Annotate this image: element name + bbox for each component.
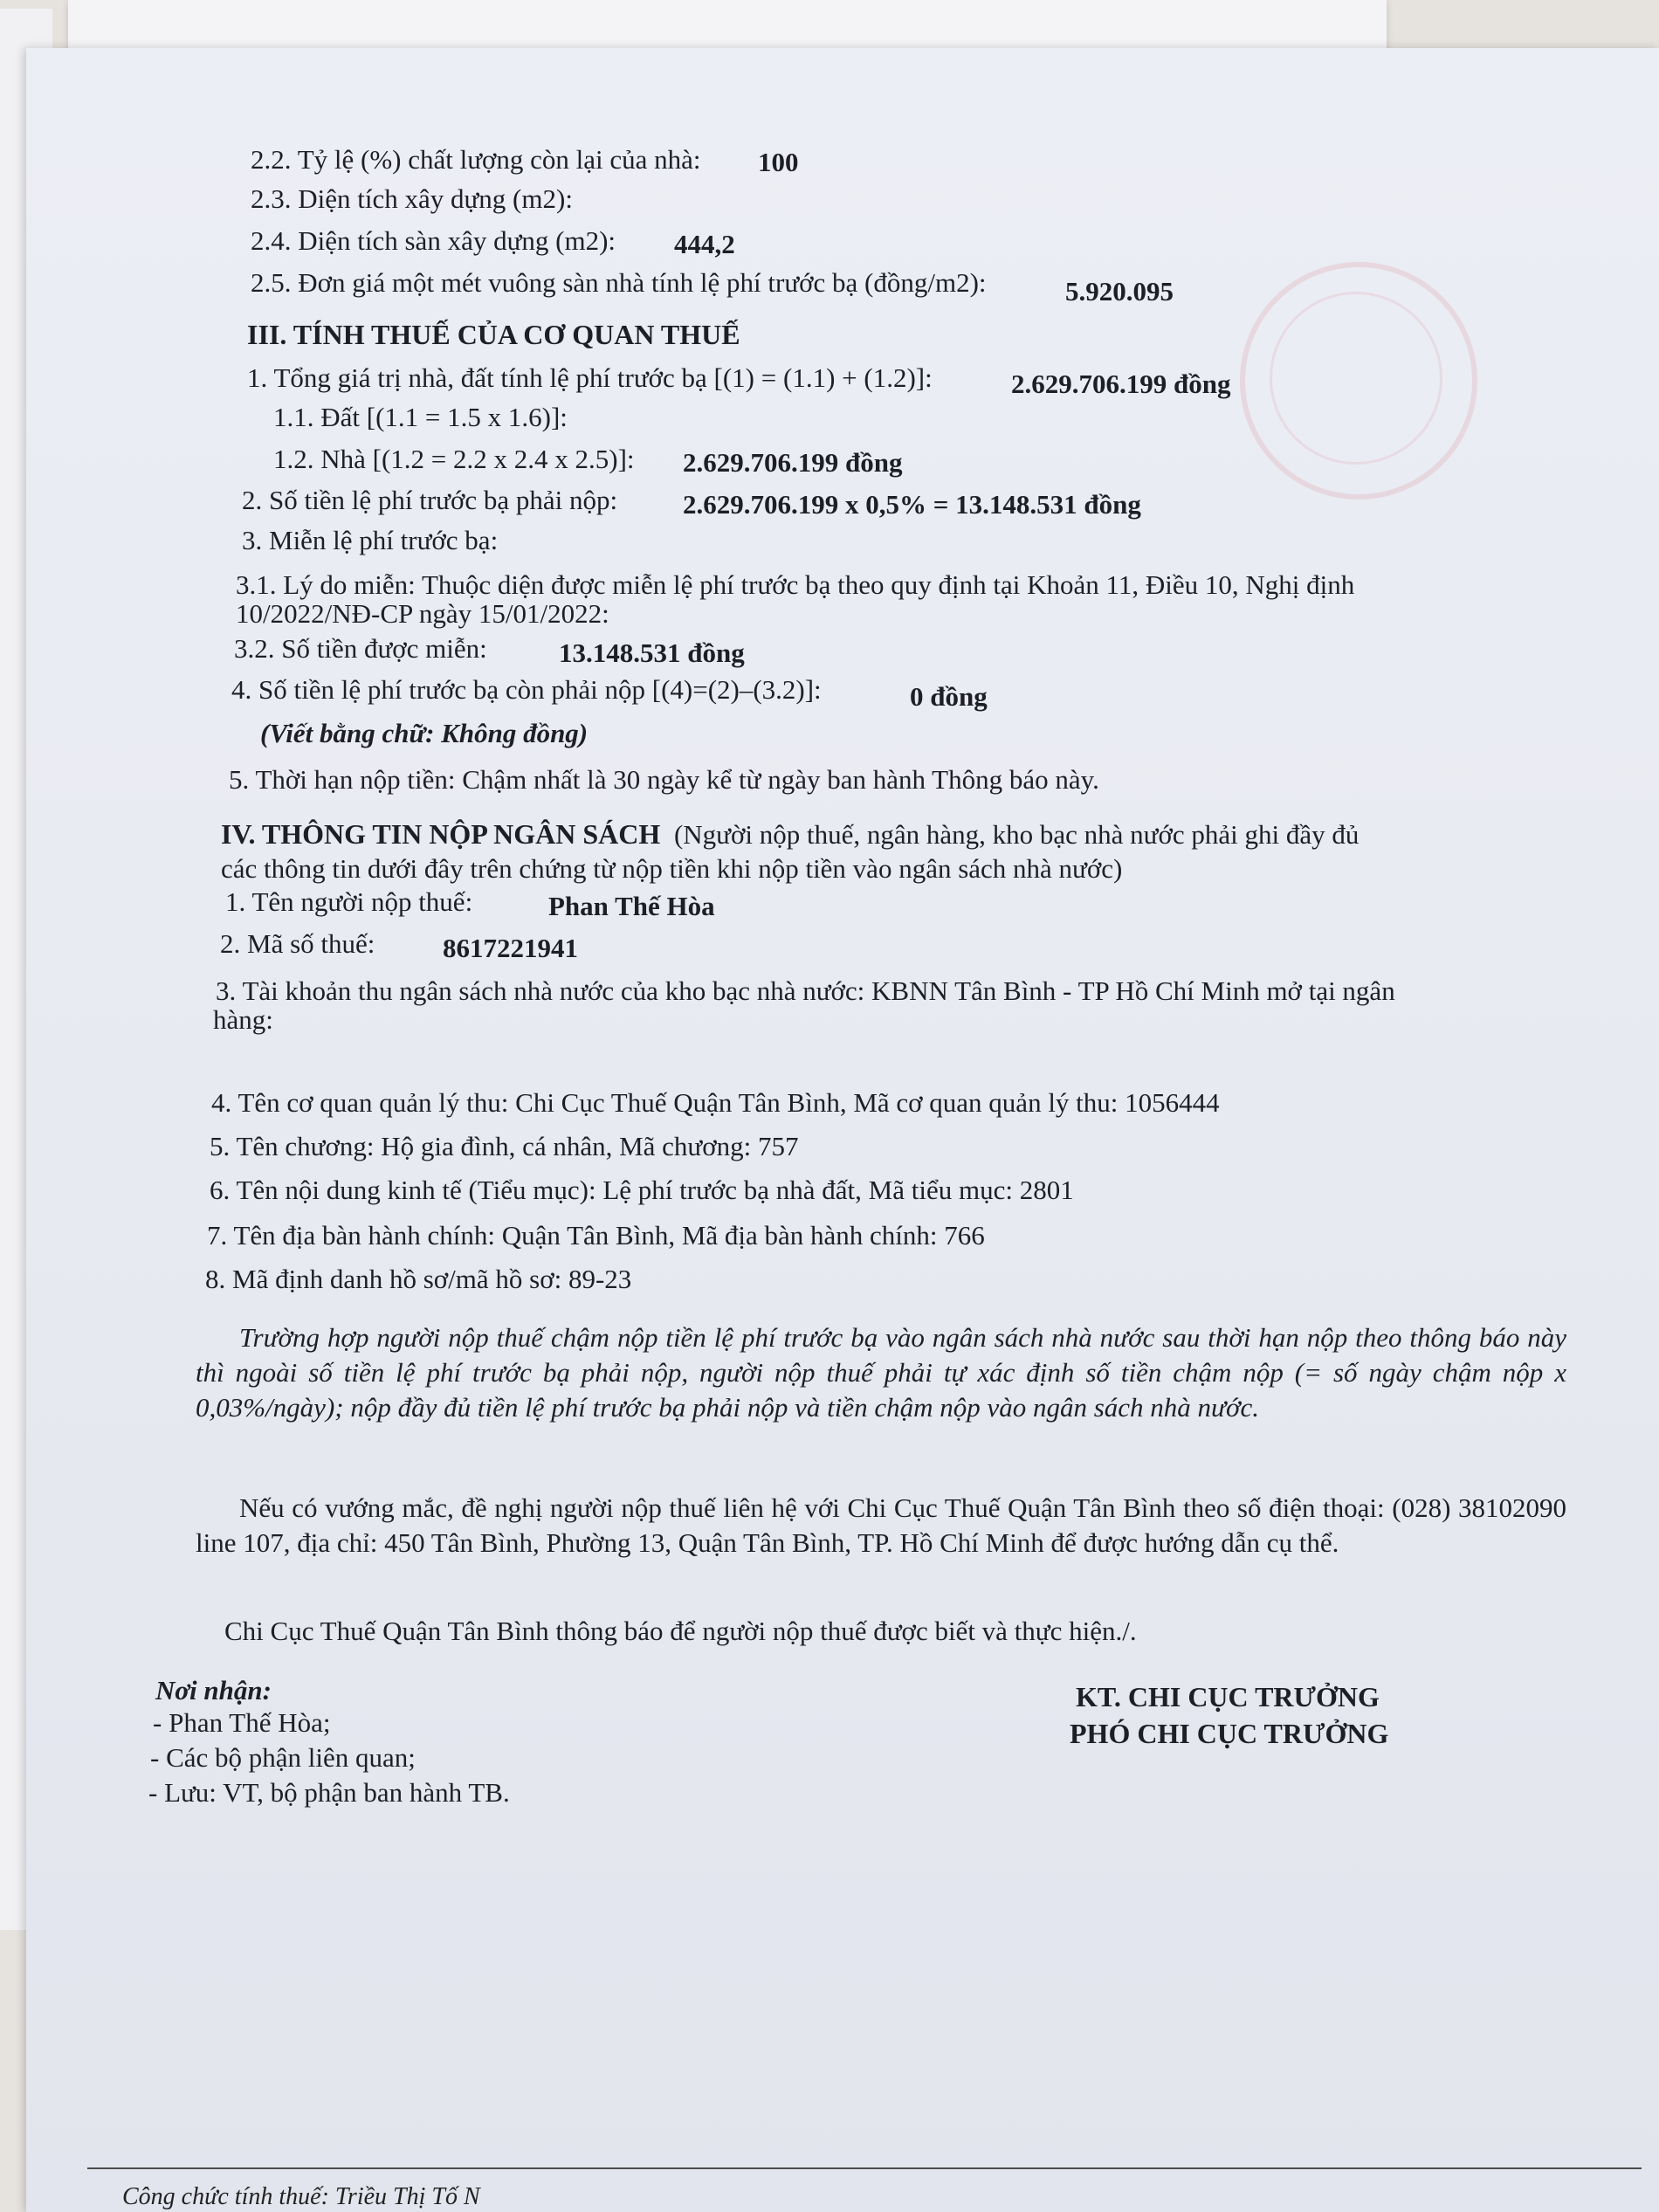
item-3-1-2-value: 2.629.706.199 đồng (683, 447, 903, 478)
item-3-3-label: 3. Miễn lệ phí trước bạ: (242, 525, 499, 555)
item-3-4-value: 0 đồng (910, 681, 988, 712)
item-3-4-label: 4. Số tiền lệ phí trước bạ còn phải nộp [(4)=(2)–(3.2)]: (231, 674, 822, 705)
recipient-item: - Lưu: VT, bộ phận ban hành TB. (148, 1777, 510, 1808)
item-2-4-value: 444,2 (674, 229, 735, 259)
item-3-1-value: 2.629.706.199 đồng (1011, 369, 1231, 399)
item-3-1-1-label: 1.1. Đất [(1.1 = 1.5 x 1.6)]: (273, 402, 568, 432)
item-2-2-label: 2.2. Tỷ lệ (%) chất lượng còn lại của nhà: (251, 144, 701, 175)
item-3-1-label: 1. Tổng giá trị nhà, đất tính lệ phí trước bạ [(1) = (1.1) + (1.2)]: (247, 362, 933, 393)
item-2-4-label: 2.4. Diện tích sàn xây dựng (m2): (251, 225, 616, 256)
item-3-2-label: 2. Số tiền lệ phí trước bạ phải nộp: (242, 485, 618, 515)
item-3-3-1-line2: 10/2022/NĐ-CP ngày 15/01/2022: (236, 598, 609, 629)
item-4-4: 4. Tên cơ quan quản lý thu: Chi Cục Thuế Quận Tân Bình, Mã cơ quan quản lý thu: 1056444 (211, 1087, 1220, 1118)
section-4-note-line2: các thông tin dưới đây trên chứng từ nộp tiền khi nộp tiền vào ngân sách nhà nước) (221, 853, 1123, 884)
item-4-6: 6. Tên nội dung kinh tế (Tiểu mục): Lệ phí trước bạ nhà đất, Mã tiểu mục: 2801 (210, 1175, 1074, 1205)
item-2-5-value: 5.920.095 (1065, 276, 1174, 307)
item-2-3-label: 2.3. Diện tích xây dựng (m2): (251, 183, 573, 214)
item-3-2-value: 2.629.706.199 x 0,5% = 13.148.531 đồng (683, 489, 1141, 520)
item-3-3-2-label: 3.2. Số tiền được miễn: (234, 633, 487, 664)
item-4-8: 8. Mã định danh hồ sơ/mã hồ sơ: 89-23 (205, 1264, 632, 1294)
footer-divider (87, 2167, 1642, 2169)
item-4-2-label: 2. Mã số thuế: (220, 928, 375, 959)
item-3-3-2-value: 13.148.531 đồng (559, 637, 745, 668)
item-3-1-2-label: 1.2. Nhà [(1.2 = 2.2 x 2.4 x 2.5)]: (273, 444, 635, 474)
contact-note: Nếu có vướng mắc, đề nghị người nộp thuế liên hệ với Chi Cục Thuế Quận Tân Bình theo số điện thoại: (028) 38102090 line 107, địa chỉ: 450 Tân Bình, Phường 13, Quận Tân Bình, TP. Hồ Chí Minh để được hướng dẫn cụ thể. (196, 1492, 1566, 1558)
signature-line1: KT. CHI CỤC TRƯỞNG (1076, 1681, 1380, 1712)
closing-note: Chi Cục Thuế Quận Tân Bình thông báo để người nộp thuế được biết và thực hiện./. (224, 1616, 1137, 1646)
section-4-heading-row (221, 818, 1359, 851)
item-4-3-line2: hàng: (213, 1004, 273, 1035)
item-3-4-words: (Viết bằng chữ: Không đồng) (260, 718, 589, 748)
item-4-2-value: 8617221941 (443, 933, 578, 963)
recipient-item: - Phan Thế Hòa; (153, 1707, 331, 1738)
item-4-1-label: 1. Tên người nộp thuế: (225, 886, 473, 917)
item-4-3-line1: 3. Tài khoản thu ngân sách nhà nước của kho bạc nhà nước: KBNN Tân Bình - TP Hồ Chí Minh mở tại ngân (216, 975, 1395, 1006)
item-3-3-1-line1: 3.1. Lý do miễn: Thuộc diện được miễn lệ phí trước bạ theo quy định tại Khoản 11, Điều 10, Nghị định (236, 569, 1355, 600)
item-2-5-label: 2.5. Đơn giá một mét vuông sàn nhà tính lệ phí trước bạ (đồng/m2): (251, 267, 987, 298)
item-4-7: 7. Tên địa bàn hành chính: Quận Tân Bình, Mã địa bàn hành chính: 766 (207, 1220, 985, 1251)
item-4-5: 5. Tên chương: Hộ gia đình, cá nhân, Mã chương: 757 (210, 1131, 799, 1161)
recipient-item: - Các bộ phận liên quan; (150, 1742, 416, 1773)
recipients-heading: Nơi nhận: (155, 1675, 272, 1706)
section-4-note-line1: (Người nộp thuế, ngân hàng, kho bạc nhà nước phải ghi đầy đủ (673, 819, 1360, 850)
signature-line2: PHÓ CHI CỤC TRƯỞNG (1070, 1718, 1389, 1749)
faded-stamp (1240, 262, 1477, 500)
item-3-5-label: 5. Thời hạn nộp tiền: Chậm nhất là 30 ngày kể từ ngày ban hành Thông báo này. (229, 764, 1099, 795)
section-3-heading: III. TÍNH THUẾ CỦA CƠ QUAN THUẾ (247, 319, 740, 350)
item-2-2-value: 100 (758, 147, 799, 177)
footer-text: Công chức tính thuế: Triều Thị Tố N (122, 2183, 480, 2210)
late-payment-note: Trường hợp người nộp thuế chậm nộp tiền lệ phí trước bạ vào ngân sách nhà nước sau thời hạn nộp theo thông báo này thì ngoài số tiền lệ phí trước bạ phải nộp, người nộp thuế phải tự xác định số tiền chậm nộp (= số ngày chậm nộp x 0,03%/ngày); nộp đầy đủ tiền lệ phí trước bạ phải nộp và tiền chậm nộp vào ngân sách nhà nước. (196, 1322, 1566, 1423)
section-4-heading: IV. THÔNG TIN NỘP NGÂN SÁCH (221, 818, 661, 850)
item-4-1-value: Phan Thế Hòa (548, 891, 715, 921)
